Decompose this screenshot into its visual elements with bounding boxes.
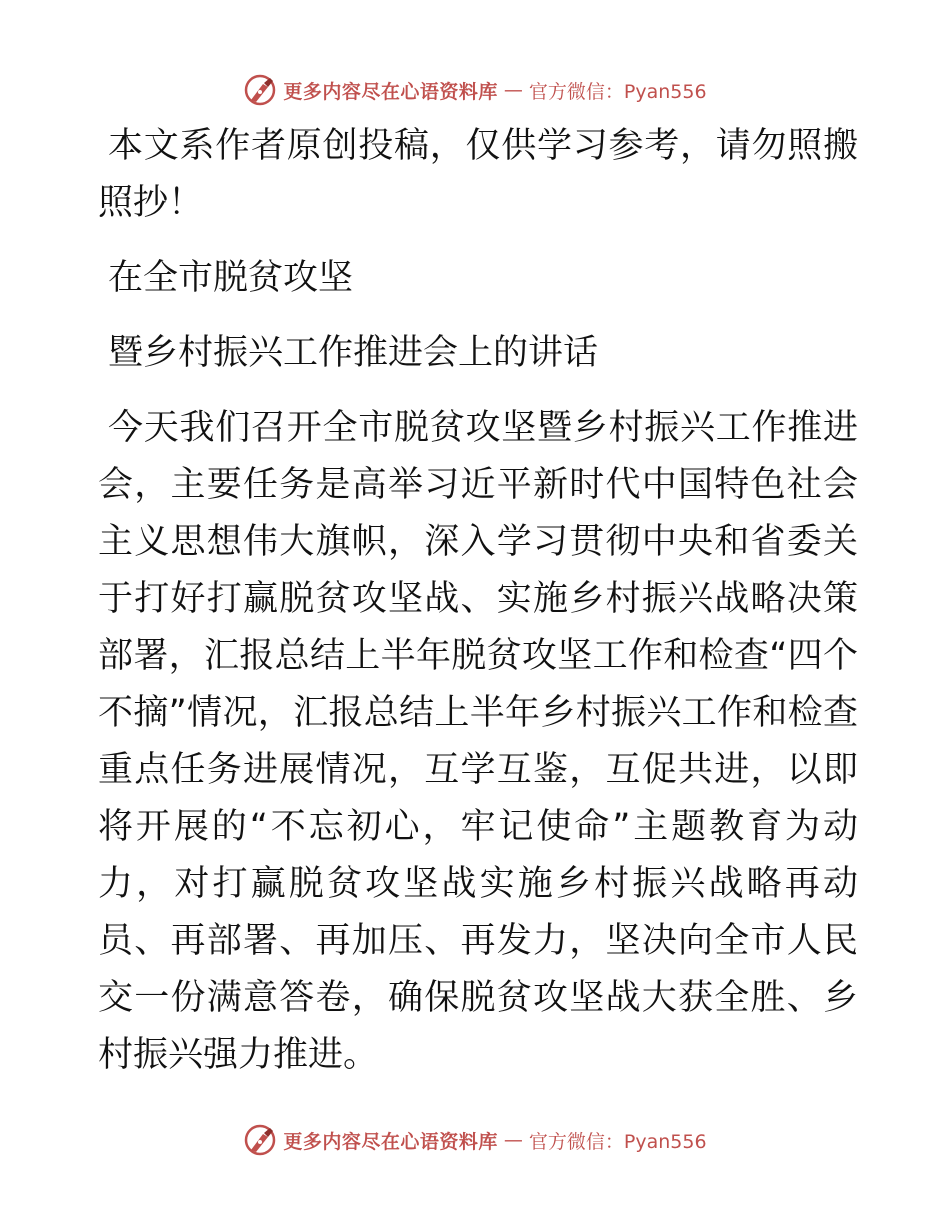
pen-nib-logo-icon: [243, 73, 277, 107]
footer-banner-text: 更多内容尽在心语资料库: [283, 1130, 498, 1153]
footer-banner-wechat: 官方微信：Pyan556: [528, 1130, 707, 1153]
document-content: [98, 118, 858, 1084]
footer-banner: [0, 1120, 950, 1160]
header-banner: [0, 70, 950, 110]
pen-nib-logo-icon: [243, 1123, 277, 1157]
banner-wechat: 官方微信：Pyan556: [528, 80, 707, 103]
footer-banner-separator: —: [503, 1129, 523, 1151]
banner-text: 更多内容尽在心语资料库: [283, 80, 498, 103]
title-line-1: 在全市脱贫攻坚: [108, 258, 354, 298]
title-line-2: 暨乡村振兴工作推进会上的讲话: [108, 333, 599, 373]
body-paragraph: 今天我们召开全市脱贫攻坚暨乡村振兴工作推进会，主要任务是高举习近平新时代中国特色社会主义思想伟大旗帜，深入学习贯彻中央和省委关于打好打赢脱贫攻坚战、实施乡村振兴战略决策部署，汇报总结上半年脱贫攻坚工作和检查“四个不摘”情况，汇报总结上半年乡村振兴工作和检查重点任务进展情况，互学互鉴，互促共进，以即将开展的“不忘初心，牢记使命”主题教育为动力，对打赢脱贫攻坚战实施乡村振兴战略再动员、再部署、再加压、再发力，坚决向全市人民交一份满意答卷，确保脱贫攻坚战大获全胜、乡村振兴强力推进。: [98, 408, 858, 1075]
copyright-notice: 本文系作者原创投稿，仅供学习参考，请勿照搬照抄！: [98, 126, 858, 223]
banner-separator: —: [503, 79, 523, 101]
